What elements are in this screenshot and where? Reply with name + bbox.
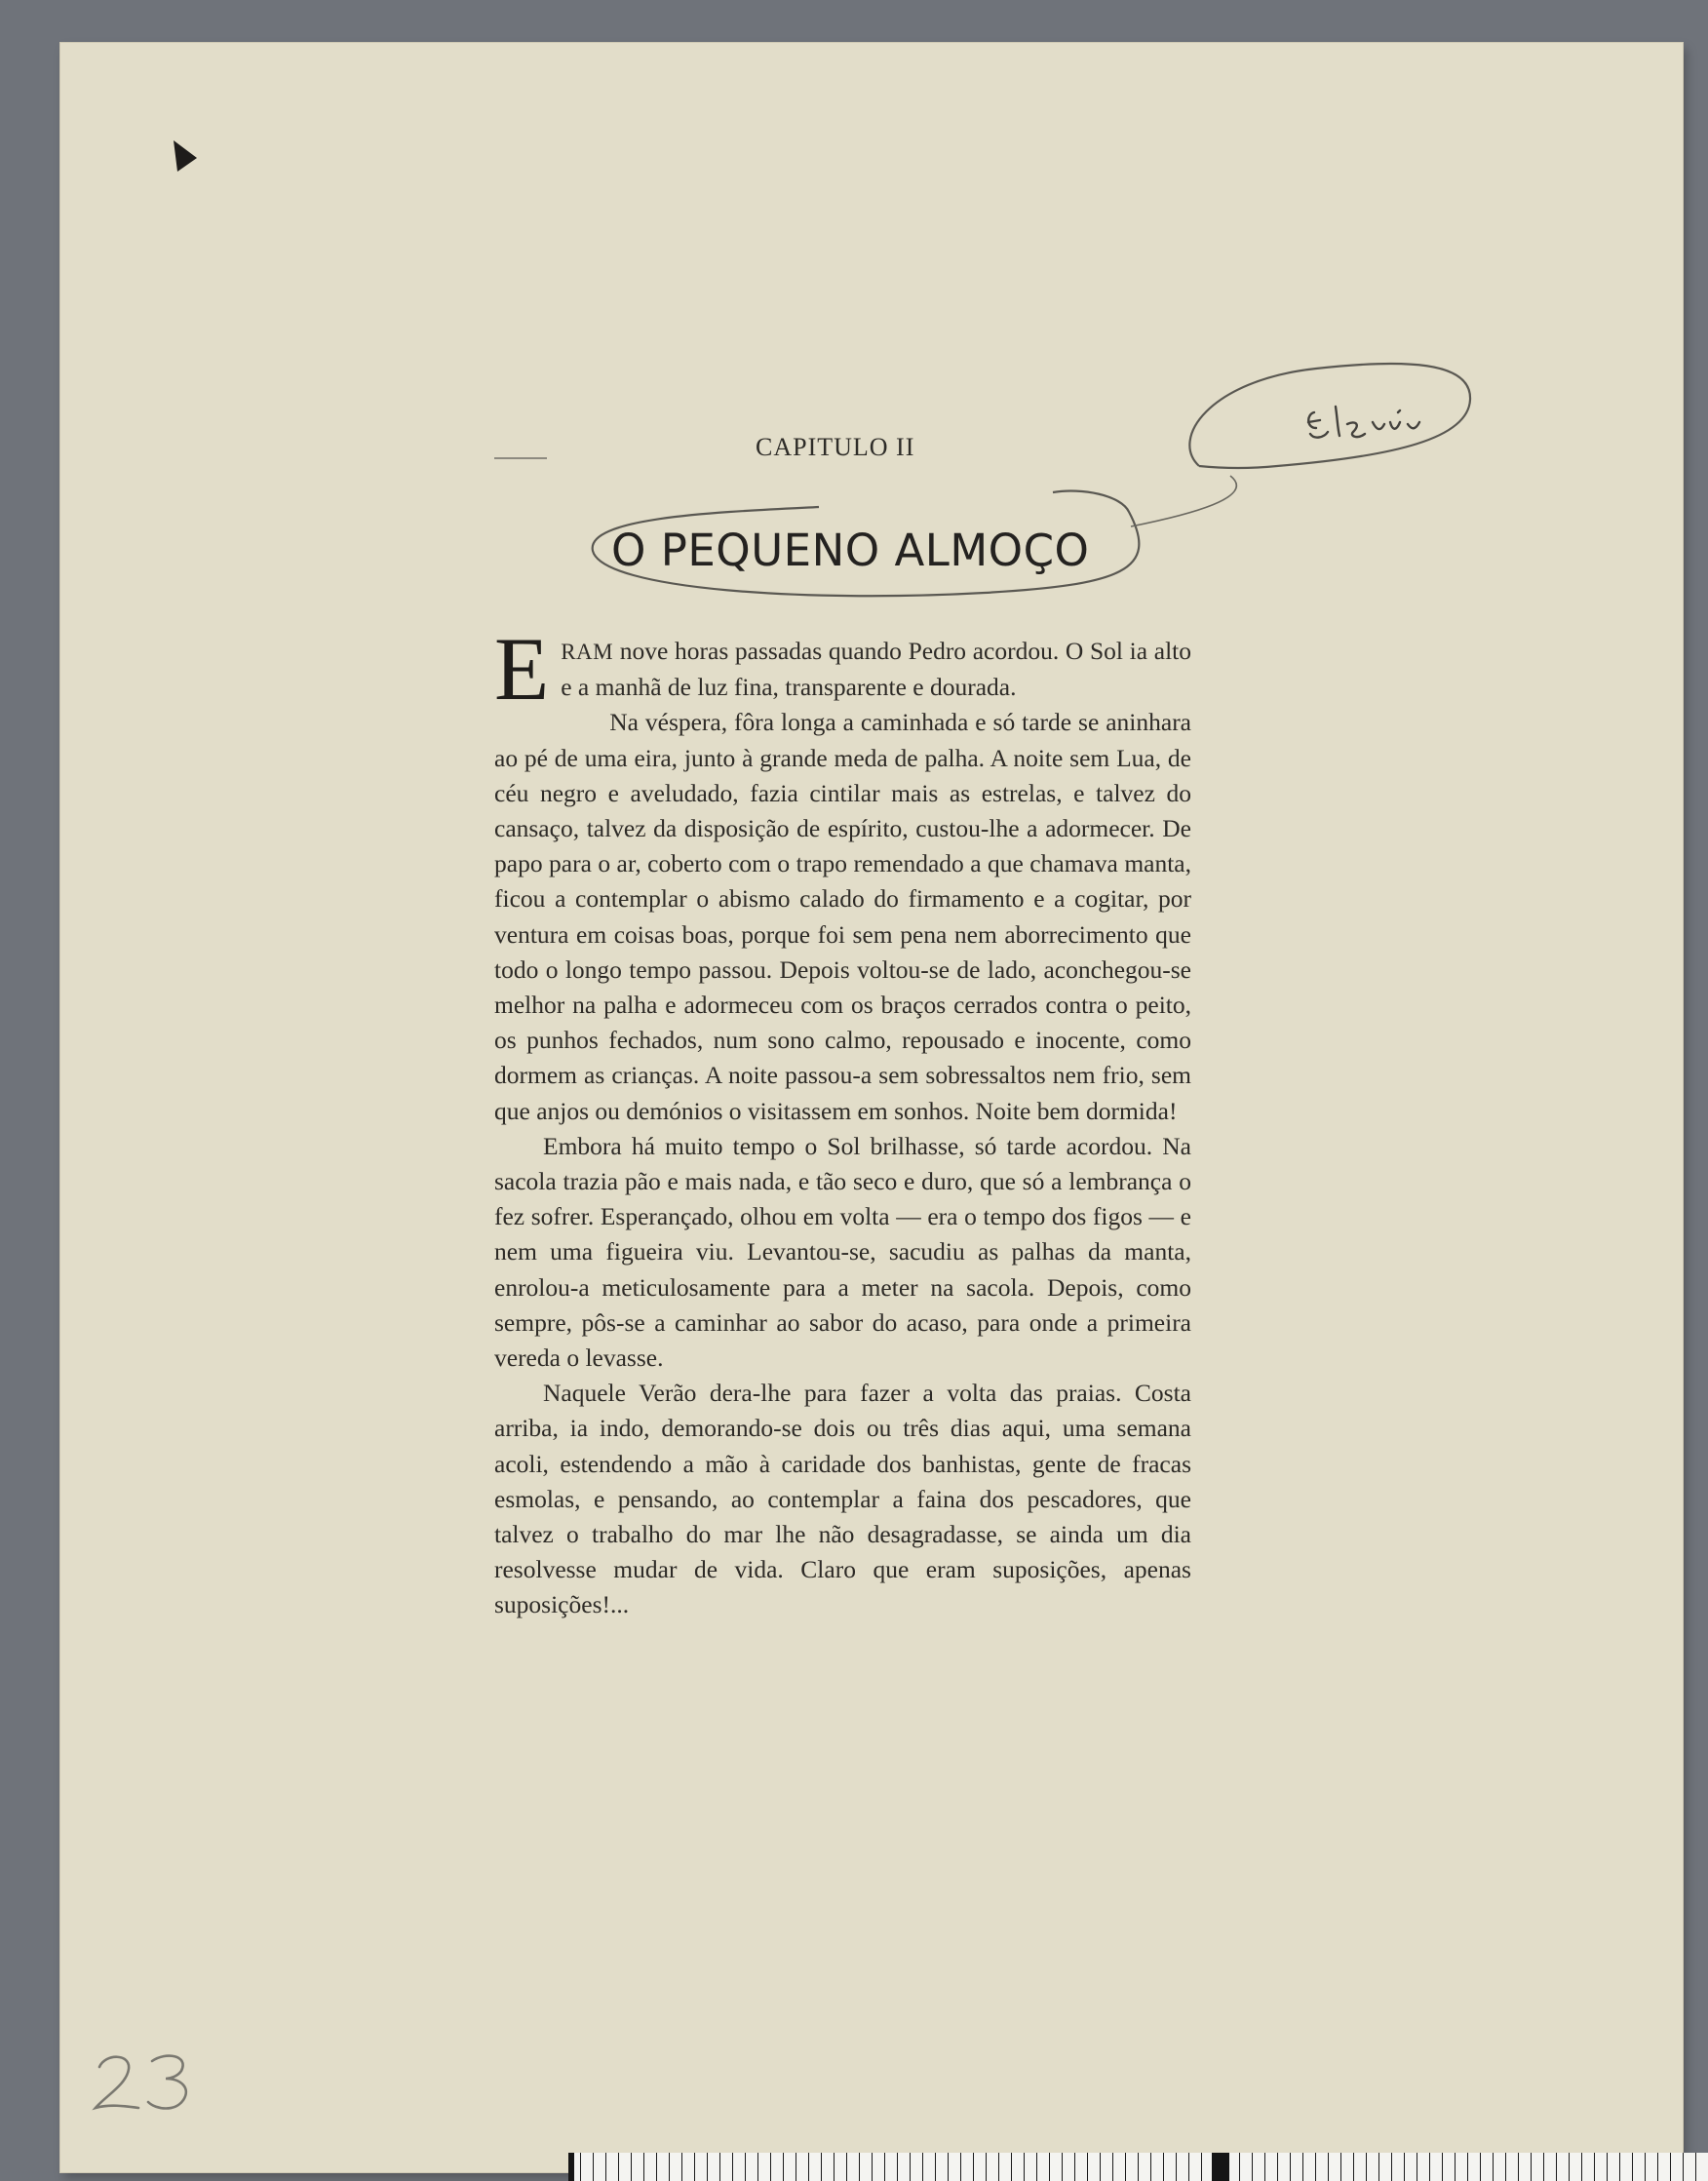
chapter-title: O PEQUENO ALMOÇO: [611, 525, 1090, 576]
margin-note-handwriting: [1297, 395, 1492, 463]
paragraph-3: Embora há muito tempo o Sol brilhasse, só tarde acordou. Na sacola trazia pão e mais nada, e tão seco e duro, que só a lembrança o fez sofrer. Esperançado, olhou em volta — era o tempo dos figos — e nem uma figueira viu. Levantou-se, sacudiu as palhas da manta, enrolou-a meticulosamente para a meter na sacola. Depois, como sempre, pôs-se a caminhar ao sabor do acaso, para onde a primeira vereda o levasse.: [494, 1131, 1191, 1373]
drop-cap: E: [494, 619, 550, 719]
chapter-label: CAPITULO II: [756, 433, 915, 461]
pencil-dash-mark: [492, 454, 551, 462]
chapter-body: [494, 619, 1191, 1623]
paragraph-text: nove horas passadas quando Pedro acordou. O Sol ia alto e a manhã de luz fina, transparente e dourada.: [561, 637, 1191, 702]
scale-ruler: [568, 2153, 1708, 2181]
first-word-rest: RAM: [561, 640, 614, 664]
paragraph-1: [494, 619, 1191, 719]
page-number-handwritten: [88, 2045, 205, 2123]
paragraph-4: Naquele Verão dera-lhe para fazer a volta das praias. Costa arriba, ia indo, demorando-se dois ou três dias aqui, uma semana acoli, estendendo a mão à caridade dos banhistas, gente de fracas esmolas, e pensando, ao contemplar a faina dos pescadores, que talvez o trabalho do mar lhe não desagradasse, se ainda um dia resolvesse mudar de vida. Claro que eram suposições, apenas suposições!...: [494, 1379, 1191, 1619]
ink-mark-icon: [168, 136, 207, 175]
paragraph-2: Na véspera, fôra longa a caminhada e só tarde se aninhara ao pé de uma eira, junto à grande meda de palha. A noite sem Lua, de céu negro e aveludado, fazia cintilar mais as estrelas, e talvez do cansaço, talvez da disposição de espírito, custou-lhe a adormecer. De papo para o ar, coberto com o trapo remendado a que chamava manta, ficou a contemplar o abismo calado do firmamento e a cogitar, por ventura em coisas boas, porque foi sem pena nem aborrecimento que todo o longo tempo passou. Depois voltou-se de lado, aconchegou-se melhor na palha e adormeceu com os braços cerrados contra o peito, os punhos fechados, num sono calmo, repousado e inocente, como dormem as crianças. A noite passou-a sem sobressaltos nem frio, sem que anjos ou demónios o visitassem em sonhos. Noite bem dormida!: [494, 708, 1191, 1125]
